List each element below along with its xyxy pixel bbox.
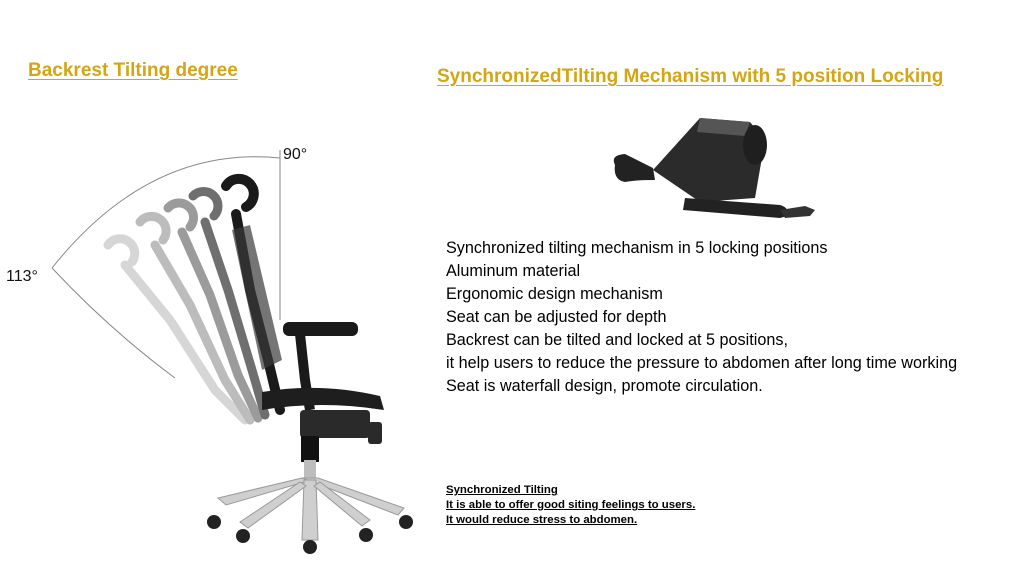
tilting-mechanism-heading: SynchronizedTilting Mechanism with 5 position Locking: [437, 66, 944, 87]
tilt-arc-inner: [52, 268, 175, 378]
feature-item: Seat can be adjusted for depth: [446, 308, 667, 326]
armrest-pad: [283, 322, 358, 336]
mechanism-left-arm: [614, 154, 655, 182]
feature-item: Backrest can be tilted and locked at 5 positions,: [446, 331, 788, 349]
gas-lift: [304, 460, 316, 480]
feature-item: Ergonomic design mechanism: [446, 285, 663, 303]
feature-list: [446, 237, 957, 398]
feature-item: Synchronized tilting mechanism in 5 locking positions: [446, 239, 828, 257]
note-line: It is able to offer good siting feelings to users.: [446, 499, 696, 511]
backrest-tilting-heading: Backrest Tilting degree: [28, 60, 238, 81]
gas-lift-cover: [301, 436, 319, 462]
angle-90-label: 90°: [283, 146, 308, 163]
note-line: It would reduce stress to abdomen.: [446, 514, 638, 526]
chair-tilt-diagram: [0, 135, 430, 573]
angle-113-label: 113°: [6, 268, 38, 285]
tilt-mechanism-image: [605, 110, 820, 225]
mechanism-knob: [743, 125, 767, 165]
seat-lever: [368, 422, 382, 444]
feature-item: Aluminum material: [446, 262, 581, 280]
note-title: Synchronized Tilting: [446, 484, 558, 496]
synchronized-tilting-note: [446, 483, 695, 528]
backrest-mesh: [232, 225, 282, 370]
feature-item: it help users to reduce the pressure to abdomen after long time working: [446, 354, 958, 372]
mechanism-right-arm: [683, 198, 788, 218]
seat: [262, 388, 384, 410]
seat-mechanism: [300, 410, 370, 438]
feature-item: Seat is waterfall design, promote circulation.: [446, 377, 763, 395]
